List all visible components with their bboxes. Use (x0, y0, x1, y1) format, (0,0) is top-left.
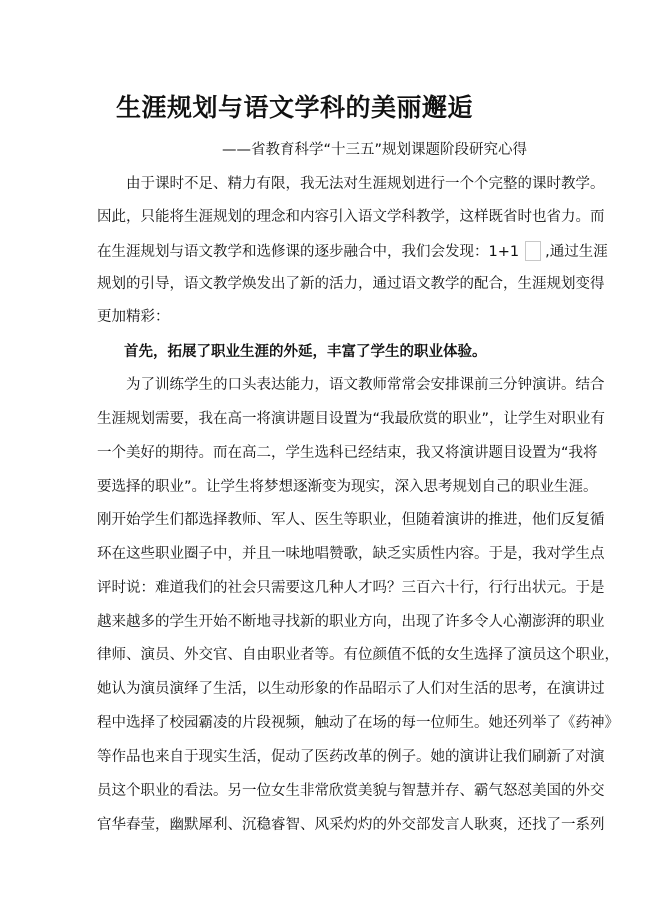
paragraph-line: 刚开始学生们都选择教师、军人、医生等职业，但随着演讲的推进，他们反复循 (97, 512, 605, 528)
missing-character-box (525, 241, 541, 261)
paragraph-line: 员这个职业的看法。另一位女生非常欣赏美貌与智慧并存、霸气怒怼美国的外交 (97, 783, 605, 799)
paragraph-line: 越来越多的学生开始不断地寻找新的职业方向，出现了许多令人心潮澎湃的职业 (97, 614, 605, 630)
paragraph-line: 由于课时不足、精力有限，我无法对生涯规划进行一个个完整的课时教学。 (126, 176, 605, 192)
page-subtitle: ——省教育科学“十三五”规划课题阶段研究心得 (222, 142, 528, 158)
paragraph-line: 程中选择了校园霸凌的片段视频，触动了在场的每一位师生。她还列举了《药神》 (97, 715, 619, 731)
paragraph-line-part: ,通过生涯 (545, 244, 608, 260)
paragraph-line-part: 在生涯规划与语文教学和选修课的逐步融合中，我们会发现：1+1 (97, 244, 520, 260)
paragraph-line: 环在这些职业圈子中，并且一味地唱赞歌，缺乏实质性内容。于是，我对学生点 (97, 546, 605, 562)
paragraph-line: 规划的引导，语文教学焕发出了新的活力，通过语文教学的配合，生涯规划变得 (97, 276, 605, 292)
paragraph-line: 生涯规划需要，我在高一将演讲题目设置为“我最欣赏的职业”，让学生对职业有 (97, 411, 606, 427)
paragraph-line: 因此，只能将生涯规划的理念和内容引入语文学科教学，这样既省时也省力。而 (97, 209, 605, 225)
paragraph-line: 为了训练学生的口头表达能力，语文教师常常会安排课前三分钟演讲。结合 (126, 377, 605, 393)
paragraph-line: 更加精彩： (97, 309, 170, 325)
page-title: 生涯规划与语文学科的美丽邂逅 (116, 93, 474, 122)
paragraph-line: 要选择的职业”。让学生将梦想逐渐变为现实，深入思考规划自己的职业生涯。 (97, 479, 598, 495)
paragraph-line: 评时说：难道我们的社会只需要这几种人才吗？三百六十行，行行出状元。于是 (97, 580, 605, 596)
paragraph-line (97, 241, 608, 262)
paragraph-line: 律师、演员、外交官、自由职业者等。有位颜值不低的女生选择了演员这个职业， (97, 647, 619, 663)
paragraph-line: 官华春莹，幽默犀利、沉稳睿智、风采灼灼的外交部发言人耿爽，还找了一系列 (97, 817, 605, 833)
paragraph-line: 等作品也来自于现实生活，促动了医药改革的例子。她的演讲让我们刷新了对演 (97, 749, 605, 765)
paragraph-line: 她认为演员演绎了生活，以生动形象的作品昭示了人们对生活的思考，在演讲过 (97, 681, 605, 697)
paragraph-line: 一个美好的期待。而在高二，学生选科已经结束，我又将演讲题目设置为“我将 (97, 445, 598, 461)
section-heading: 首先，拓展了职业生涯的外延，丰富了学生的职业体验。 (124, 344, 487, 360)
